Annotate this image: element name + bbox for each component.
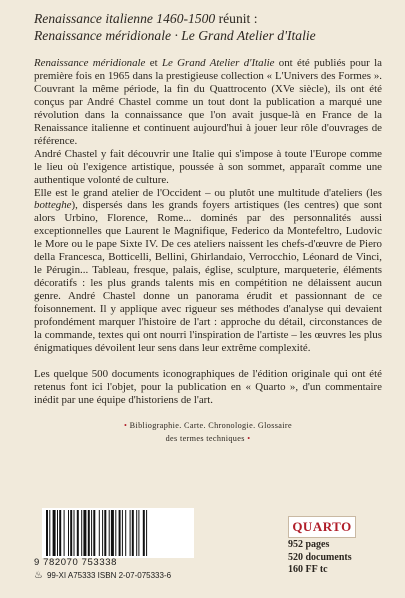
quarto-label: QUARTO (292, 519, 352, 534)
paragraph-1 (34, 57, 382, 148)
barcode-block (34, 508, 214, 580)
extras-list (34, 419, 382, 445)
cover-heading (34, 10, 382, 44)
footer-area (0, 508, 405, 598)
price: 160 FF tc (288, 564, 328, 575)
isbn-code: 99-XI A75333 ISBN 2-07-075333-6 (46, 571, 172, 580)
quarto-badge (288, 516, 356, 538)
page-count: 952 pages (288, 539, 330, 550)
p1-text-1: et (145, 57, 162, 69)
barcode-graphic (42, 508, 194, 558)
ean-digits: 9 782070 753338 (34, 557, 117, 568)
publisher-logo-icon: ♨ (34, 570, 43, 581)
closing-paragraph: Les quelque 500 documents iconographiques de l'édition originale qui ont été retenus font ici l'objet, pour la publication en « Quarto », d'un commentaire inédit par une équipe d'historiens de l'art. (34, 367, 382, 406)
heading-line-2: Renaissance méridionale · Le Grand Atelier d'Italie (34, 28, 316, 43)
paragraph-3 (34, 187, 382, 355)
bullet-icon: • (124, 420, 128, 430)
paragraph-2: André Chastel y fait découvrir une Italie qui s'impose à toute l'Europe comme le lieu où l'exigence artistique, poussée à son sommet, apparaît comme une authentique volonté de culture. (34, 147, 382, 186)
book-stats (288, 539, 352, 577)
extras-line-1 (34, 419, 382, 432)
p3-text-2: ), dispersés dans les grands foyers artistiques (les centres) que sont alors Urbino, Florence, Rome... dominés par des personnalités aussi exceptionnelles que Laurent le Magnifique, Federico da Montefeltro, Ludovic le More ou le pape Sixte IV. De ces ateliers naissent les chefs-d'œuvre de Piero della Francesca, Botticelli, Bellini, Ghirlandaio, Verrocchio, Léonard de Vinci, le Pérugin... Tableau, fresque, palais, église, sculpture, marqueterie, éléments décoratifs : les plus grands talents mis en compétition ne délaissent aucun genre. André Chastel donne un panorama érudit et passionnant de ce foisonnement. Il y applique avec rigueur ses méthodes d'analyse qui devaient profondément marquer l'histoire de l'art : approche du détail, circonstances de la commande, textes qui ont nourri l'inspiration de l'artiste – les œuvres les plus énigmatiques dévoilent leur sens dans leur extrême complexité. (34, 199, 382, 354)
p3-italic: botteghe (34, 199, 72, 212)
description-body (34, 57, 382, 355)
book-title-2: Le Grand Atelier d'Italie (161, 57, 275, 69)
document-count: 520 documents (288, 551, 352, 563)
p1-text-2: ont été publiés pour la première fois en 1965 dans la prestigieuse collection « L'Univers des Formes ». Couvrant la même période, la fin du Quattrocento (XVe siècle), ils ont été conçus par André Chastel comme un tout dont la publication a marqué une révolution dans la connaissance que l'on avait jusque-là en France de la Renaissance italienne et continuent aujourd'hui à jouer leur rôle d'ouvrages de référence. (34, 57, 382, 147)
heading-title-1: Renaissance italienne 1460-1500 (34, 11, 216, 26)
extras-text-2: des termes techniques (165, 433, 245, 443)
extras-text-1: Bibliographie. Carte. Chronologie. Glossaire (129, 420, 292, 430)
back-cover-text (34, 10, 382, 445)
bullet-icon: • (247, 433, 251, 443)
heading-line-1 (34, 10, 382, 27)
heading-rest: réunit : (215, 11, 258, 26)
book-title-1: Renaissance méridionale (34, 57, 146, 69)
extras-line-2 (34, 432, 382, 445)
p3-text-1: Elle est le grand atelier de l'Occident – ou plutôt une multitude d'ateliers (les (34, 186, 382, 199)
isbn-line (34, 570, 171, 581)
